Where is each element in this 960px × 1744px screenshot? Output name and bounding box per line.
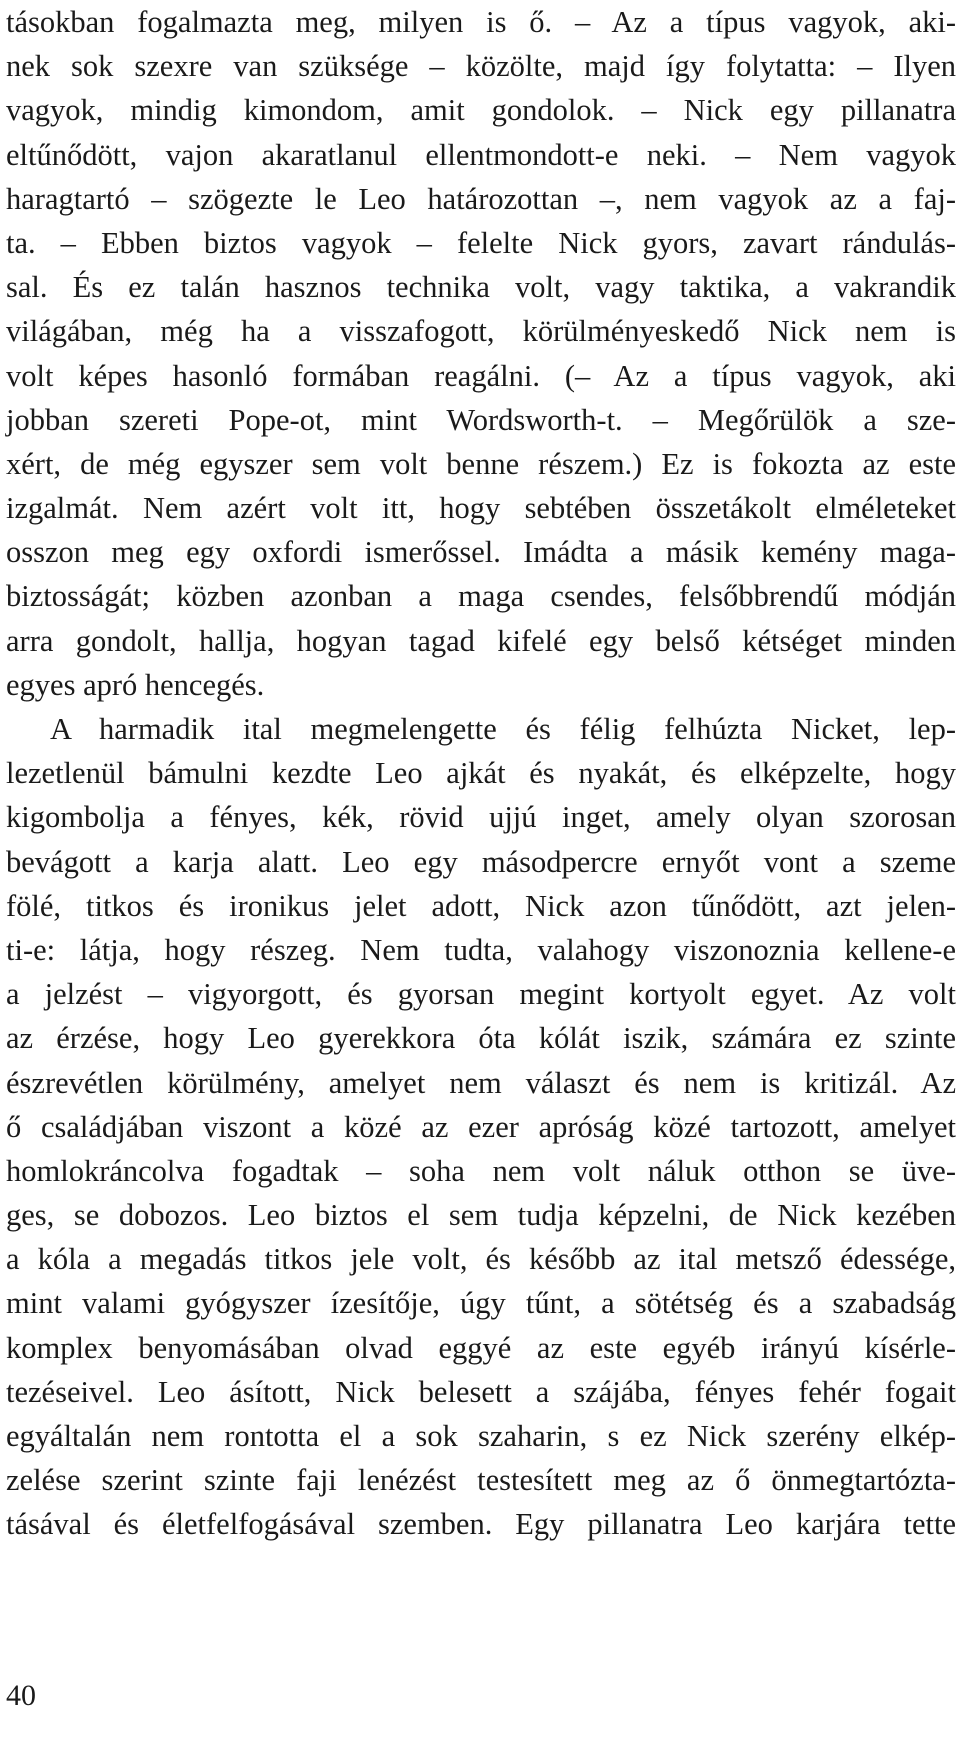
text-line: a kóla a megadás titkos jele volt, és később az ital metsző édessége, xyxy=(6,1242,956,1277)
text-line: volt képes hasonló formában reagálni. (– Az a típus vagyok, aki xyxy=(6,358,956,393)
text-line: kigombolja a fényes, kék, rövid ujjú inget, amely olyan szorosan xyxy=(6,800,956,835)
text-line: a jelzést – vigyorgott, és gyorsan megint kortyolt egyet. Az volt xyxy=(6,977,956,1012)
text-line: egyes apró hencegés. xyxy=(6,667,265,702)
text-line: vagyok, mindig kimondom, amit gondolok. – Nick egy pillanatra xyxy=(6,93,956,128)
text-line: izgalmát. Nem azért volt itt, hogy sebtében összetákolt elméleteket xyxy=(6,491,956,526)
text-line: az érzése, hogy Leo gyerekkora óta kólát iszik, számára ez szinte xyxy=(6,1021,956,1056)
text-line: homlokráncolva fogadtak – soha nem volt náluk otthon se üve- xyxy=(6,1153,956,1188)
text-line: ges, se dobozos. Leo biztos el sem tudja képzelni, de Nick kezében xyxy=(6,1198,956,1233)
text-line: komplex benyomásában olvad eggyé az este egyéb irányú kísérle- xyxy=(6,1330,956,1365)
text-line: zelése szerint szinte faji lenézést testesített meg az ő önmegtartózta- xyxy=(6,1463,956,1498)
text-line: bevágott a karja alatt. Leo egy másodpercre ernyőt vont a szeme xyxy=(6,844,956,879)
text-line: egyáltalán nem rontotta el a sok szaharin, s ez Nick szerény elkép- xyxy=(6,1419,956,1453)
text-line: tásával és életfelfogásával szemben. Egy pillanatra Leo karjára tette xyxy=(6,1507,956,1542)
page-body-text xyxy=(6,0,956,1547)
text-line: sal. És ez talán hasznos technika volt, vagy taktika, a vakrandik xyxy=(6,270,956,305)
page-number: 40 xyxy=(6,1679,36,1712)
text-line: haragtartó – szögezte le Leo határozottan –, nem vagyok az a faj- xyxy=(6,181,956,216)
text-line: arra gondolt, hallja, hogyan tagad kifelé egy belső kétséget minden xyxy=(6,623,956,658)
text-line: osszon meg egy oxfordi ismerőssel. Imádta a másik kemény maga- xyxy=(6,535,956,570)
text-line: xért, de még egyszer sem volt benne részem.) Ez is fokozta az este xyxy=(6,446,956,481)
text-line: lezetlenül bámulni kezdte Leo ajkát és nyakát, és elképzelte, hogy xyxy=(6,756,956,791)
text-line: ti-e: látja, hogy részeg. Nem tudta, valahogy viszonoznia kellene-e xyxy=(6,932,956,967)
text-line: ő családjában viszont a közé az ezer apróság közé tartozott, amelyet xyxy=(6,1109,956,1144)
text-line: fölé, titkos és ironikus jelet adott, Nick azon tűnődött, azt jelen- xyxy=(6,888,956,923)
text-line: jobban szereti Pope-ot, mint Wordsworth-t. – Megőrülök a sze- xyxy=(6,402,956,437)
text-line: A harmadik ital megmelengette és félig felhúzta Nicket, lep- xyxy=(50,712,956,746)
text-line: világában, még ha a visszafogott, körülményeskedő Nick nem is xyxy=(6,314,956,349)
text-line: tezéseivel. Leo ásított, Nick belesett a szájába, fényes fehér fogait xyxy=(6,1374,956,1409)
text-line: észrevétlen körülmény, amelyet nem választ és nem is kritizál. Az xyxy=(6,1065,956,1100)
text-line: biztosságát; közben azonban a maga csendes, felsőbbrendű módján xyxy=(6,579,956,614)
text-line: eltűnődött, vajon akaratlanul ellentmondott-e neki. – Nem vagyok xyxy=(6,137,956,172)
text-line: mint valami gyógyszer ízesítője, úgy tűnt, a sötétség és a szabadság xyxy=(6,1286,956,1321)
text-line: ta. – Ebben biztos vagyok – felelte Nick gyors, zavart rándulás- xyxy=(6,225,956,260)
text-line: nek sok szexre van szüksége – közölte, majd így folytatta: – Ilyen xyxy=(6,49,956,84)
text-line: tásokban fogalmazta meg, milyen is ő. – Az a típus vagyok, aki- xyxy=(6,5,956,39)
